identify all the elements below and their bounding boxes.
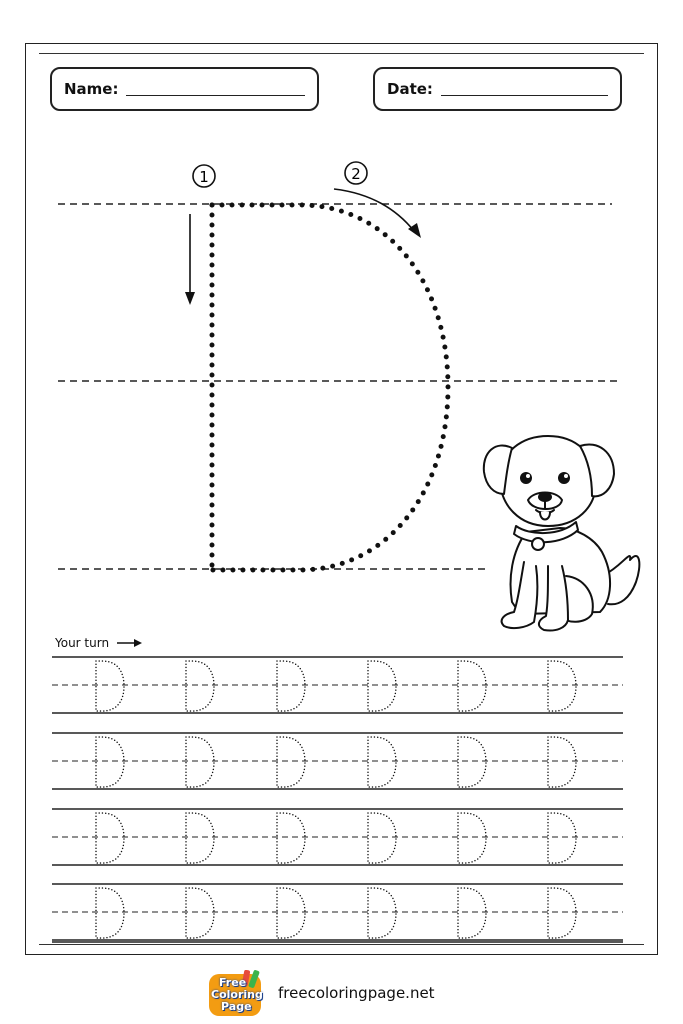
practice-dotted-letter[interactable] xyxy=(277,661,305,711)
step-1-number: 1 xyxy=(199,168,209,186)
practice-dotted-letter[interactable] xyxy=(458,813,486,863)
practice-dotted-letter[interactable] xyxy=(548,661,576,711)
site-url[interactable]: freecoloringpage.net xyxy=(278,984,435,1002)
date-label: Date: xyxy=(387,80,433,98)
practice-dotted-letter[interactable] xyxy=(186,888,214,938)
practice-dotted-letter[interactable] xyxy=(96,737,124,787)
practice-dotted-letter[interactable] xyxy=(368,737,396,787)
practice-dotted-letter[interactable] xyxy=(458,888,486,938)
practice-dotted-letter[interactable] xyxy=(186,813,214,863)
down-arrow-icon xyxy=(185,214,195,305)
logo-line-2: Coloring xyxy=(211,988,263,1001)
practice-dotted-letter[interactable] xyxy=(186,737,214,787)
logo-line-1: Free xyxy=(219,976,247,989)
big-dotted-letter-d xyxy=(212,205,448,570)
practice-dotted-letter[interactable] xyxy=(548,737,576,787)
puppy-illustration xyxy=(484,436,640,631)
practice-dotted-letter[interactable] xyxy=(96,888,124,938)
step-2-marker xyxy=(345,162,367,184)
practice-dotted-letter[interactable] xyxy=(548,888,576,938)
practice-dotted-letter[interactable] xyxy=(458,661,486,711)
practice-dotted-letter[interactable] xyxy=(368,661,396,711)
practice-dotted-letter[interactable] xyxy=(368,888,396,938)
site-logo xyxy=(207,970,265,1020)
logo-line-3: Page xyxy=(221,1000,252,1013)
step-1-marker xyxy=(193,165,215,187)
practice-dotted-letter[interactable] xyxy=(548,813,576,863)
practice-dotted-letter[interactable] xyxy=(277,737,305,787)
practice-dotted-letter[interactable] xyxy=(368,813,396,863)
name-label: Name: xyxy=(64,80,119,98)
footer xyxy=(0,966,683,1024)
practice-dotted-letter[interactable] xyxy=(277,813,305,863)
your-turn-label: Your turn xyxy=(55,636,110,650)
practice-dotted-letter[interactable] xyxy=(458,737,486,787)
practice-dotted-letter[interactable] xyxy=(277,888,305,938)
practice-dotted-letter[interactable] xyxy=(186,661,214,711)
practice-dotted-letter[interactable] xyxy=(96,661,124,711)
step-2-number: 2 xyxy=(351,165,361,183)
practice-rows xyxy=(52,657,623,942)
practice-dotted-letter[interactable] xyxy=(96,813,124,863)
